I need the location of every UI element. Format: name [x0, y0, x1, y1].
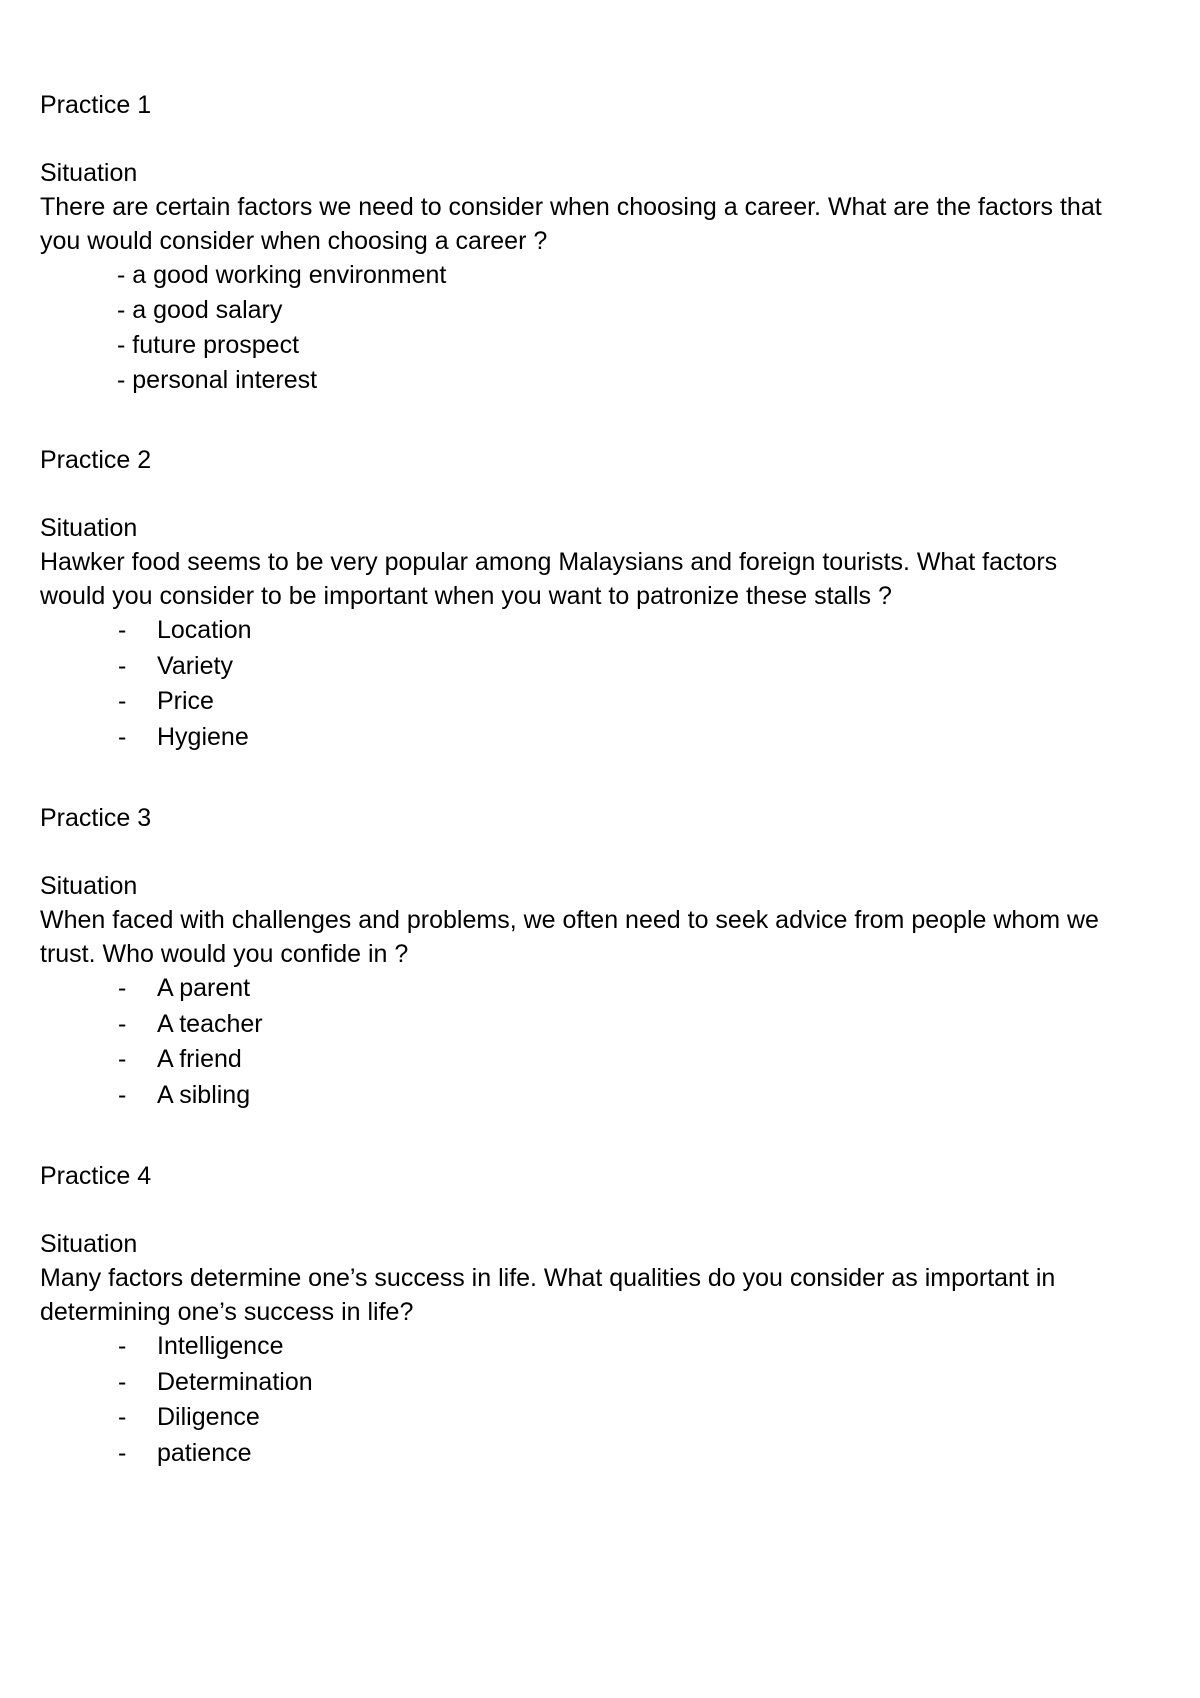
dash-bullet: - — [118, 1332, 127, 1360]
dash-bullet: - — [118, 722, 127, 751]
practice-3 — [40, 801, 1140, 1113]
situation-text: When faced with challenges and problems, we often need to seek advice from people whom we trust. Who would you confide in ? — [40, 906, 1099, 968]
option-label: Location — [157, 616, 252, 644]
option-item — [40, 649, 1140, 685]
option-list — [40, 613, 1140, 755]
option-item: - personal interest — [117, 366, 318, 394]
option-label: A sibling — [157, 1080, 251, 1109]
dash-bullet: - — [118, 1009, 127, 1038]
practice-4 — [40, 1159, 1140, 1471]
dash-bullet: - — [118, 616, 127, 644]
dash-bullet: - — [118, 1367, 127, 1396]
dash-bullet: - — [118, 1045, 127, 1073]
practice-title: Practice 4 — [40, 1162, 152, 1190]
practice-1 — [40, 88, 1140, 398]
option-label: A parent — [157, 974, 251, 1002]
option-item — [40, 1365, 1140, 1401]
option-item — [40, 971, 1140, 1007]
option-label: Determination — [157, 1367, 313, 1396]
situation-label: Situation — [40, 872, 138, 900]
dash-bullet: - — [118, 651, 127, 680]
option-item — [40, 613, 1140, 649]
option-item — [40, 684, 1140, 720]
option-label: Variety — [157, 651, 233, 680]
situation-label: Situation — [40, 1230, 138, 1258]
situation-label: Situation — [40, 159, 138, 187]
option-list — [40, 971, 1140, 1113]
option-list — [40, 258, 1140, 398]
option-label: Intelligence — [157, 1332, 284, 1360]
option-item — [40, 1078, 1140, 1114]
option-label: A friend — [157, 1045, 242, 1073]
dash-bullet: - — [118, 1403, 127, 1431]
option-item: - future prospect — [117, 331, 300, 359]
option-item — [40, 1007, 1140, 1043]
option-label: patience — [157, 1438, 252, 1467]
practice-2 — [40, 443, 1140, 755]
practice-title: Practice 1 — [40, 91, 152, 119]
option-label: A teacher — [157, 1009, 263, 1038]
practice-title: Practice 2 — [40, 446, 152, 474]
dash-bullet: - — [118, 687, 127, 715]
option-item — [40, 1042, 1140, 1078]
option-label: Price — [157, 687, 214, 715]
option-label: Hygiene — [157, 722, 249, 751]
option-item: - a good salary — [117, 296, 283, 324]
option-list — [40, 1329, 1140, 1471]
situation-label: Situation — [40, 514, 138, 542]
practice-title: Practice 3 — [40, 804, 152, 832]
situation-text: There are certain factors we need to consider when choosing a career. What are the factors that you would consider when choosing a career ? — [40, 193, 1102, 255]
option-item — [40, 1436, 1140, 1472]
dash-bullet: - — [118, 974, 127, 1002]
situation-text: Many factors determine one’s success in life. What qualities do you consider as important in determining one’s success in life? — [40, 1264, 1056, 1326]
option-item — [40, 1400, 1140, 1436]
dash-bullet: - — [118, 1438, 127, 1467]
option-label: Diligence — [157, 1403, 260, 1431]
option-item: - a good working environment — [117, 261, 447, 289]
dash-bullet: - — [118, 1080, 127, 1109]
option-item — [40, 1329, 1140, 1365]
situation-text: Hawker food seems to be very popular among Malaysians and foreign tourists. What factors would you consider to be important when you want to patronize these stalls ? — [40, 548, 1058, 610]
option-item — [40, 720, 1140, 756]
